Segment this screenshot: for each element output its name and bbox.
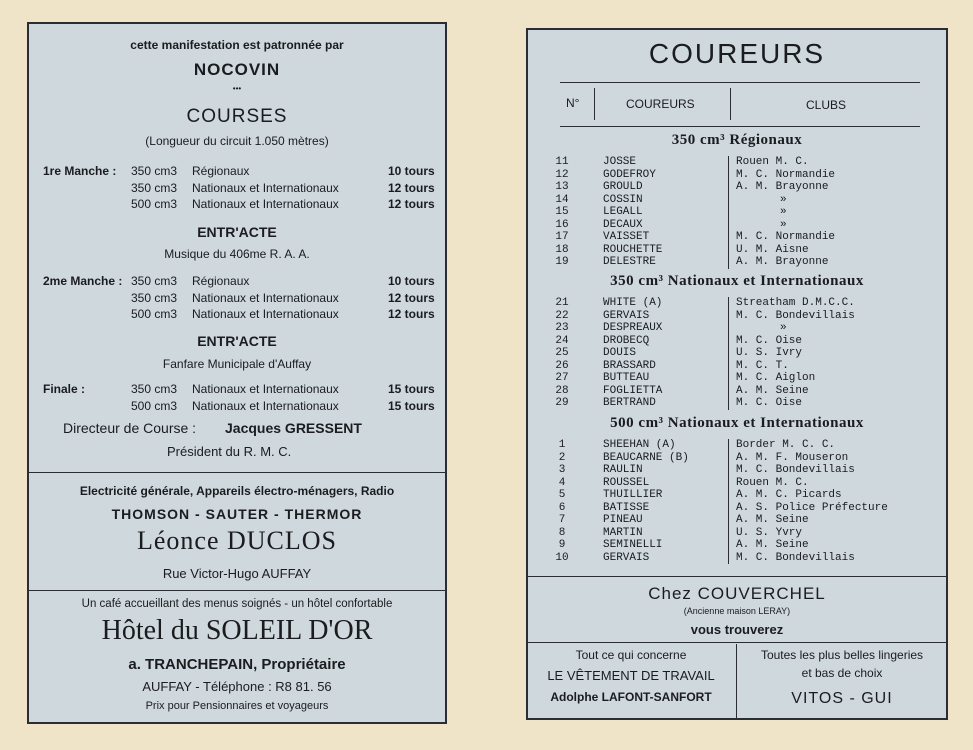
race-category: Nationaux et Internationaux	[192, 398, 339, 413]
rider-club: Streatham D.M.C.C.	[736, 297, 855, 309]
rider-club: »	[780, 322, 787, 334]
rider-number: 16	[555, 218, 569, 231]
rider-row	[528, 347, 946, 359]
divider	[29, 472, 445, 473]
rider-name: SHEEHAN (A)	[603, 439, 676, 451]
rider-number: 24	[555, 334, 569, 347]
rider-row	[528, 439, 946, 451]
directeur-name: Jacques GRESSENT	[225, 420, 362, 436]
rider-club: »	[780, 206, 787, 218]
rider-row	[528, 256, 946, 268]
rider-name: BRASSARD	[603, 359, 656, 372]
musique-line: Musique du 406me R. A. A.	[164, 247, 310, 261]
race-row	[29, 382, 445, 398]
dots-ornament: •••	[232, 84, 242, 93]
rider-number: 2	[558, 451, 566, 464]
shop-former: (Ancienne maison LERAY)	[683, 606, 791, 616]
rider-row	[528, 206, 946, 218]
race-tours: 15 tours	[388, 398, 435, 413]
rider-name: VAISSET	[603, 231, 650, 243]
rider-number: 23	[555, 322, 569, 334]
section-title: 350 cm³ Régionaux	[671, 132, 803, 148]
rider-club: A. M. Seine	[736, 384, 809, 397]
rider-row	[528, 169, 946, 181]
rider-row	[528, 514, 946, 526]
rider-name: ROUSSEL	[603, 476, 650, 489]
circuit-length: (Longueur du circuit 1.050 mètres)	[145, 134, 329, 148]
rider-club: M. C. T.	[736, 359, 789, 372]
rider-row	[528, 397, 946, 409]
race-cc: 350 cm3	[131, 180, 178, 195]
rider-row	[528, 219, 946, 231]
rider-name: THUILLIER	[603, 489, 663, 501]
rider-row	[528, 156, 946, 168]
race-category: Nationaux et Internationaux	[192, 180, 339, 195]
rider-name: SEMINELLI	[603, 539, 663, 551]
rider-number: 11	[555, 156, 569, 168]
rider-club: Border M. C. C.	[736, 439, 836, 451]
rider-number: 19	[555, 256, 569, 268]
rider-number: 29	[555, 397, 569, 409]
rider-club: A. M. Brayonne	[736, 256, 829, 268]
rider-name: LEGALL	[603, 206, 643, 218]
ad-right-line1: Toutes les plus belles lingeries	[760, 648, 924, 662]
right-page	[526, 28, 948, 720]
rider-row	[528, 244, 946, 256]
rider-row	[528, 372, 946, 384]
ad1-address: Rue Victor-Hugo AUFFAY	[162, 566, 312, 581]
rider-club: A. M. Seine	[736, 539, 809, 551]
rider-row	[528, 464, 946, 476]
rider-club: A. S. Police Préfecture	[736, 501, 888, 514]
rider-name: DROBECQ	[603, 334, 650, 347]
rider-name: GROULD	[603, 181, 643, 193]
rider-row	[528, 297, 946, 309]
race-tours: 10 tours	[388, 164, 435, 178]
rider-number: 26	[555, 359, 569, 372]
rider-name: BEAUCARNE (B)	[603, 451, 689, 464]
rider-name: BATISSE	[603, 501, 650, 514]
rider-club: M. C. Bondevillais	[736, 464, 855, 476]
rider-club: U. S. Yvry	[736, 526, 803, 539]
rider-club: M. C. Aiglon	[736, 372, 816, 384]
rider-number: 5	[558, 489, 566, 501]
rider-name: FOGLIETTA	[603, 384, 663, 397]
rider-club: M. C. Bondevillais	[736, 551, 855, 564]
rider-row	[528, 527, 946, 539]
rider-row	[528, 477, 946, 489]
race-category: Nationaux et Internationaux	[192, 197, 339, 211]
rider-row	[528, 360, 946, 372]
rider-row	[528, 385, 946, 397]
section-title: 500 cm³ Nationaux et Internationaux	[610, 415, 864, 431]
race-label: Finale :	[43, 382, 86, 396]
rider-club: A. M. Brayonne	[736, 181, 829, 193]
ad2-phone: AUFFAY - Téléphone : R8 81. 56	[142, 679, 332, 694]
rider-number: 28	[555, 384, 569, 397]
rider-number: 18	[555, 243, 569, 256]
race-category: Nationaux et Internationaux	[192, 290, 339, 305]
rider-number: 6	[558, 501, 566, 514]
header-clubs: CLUBS	[806, 98, 847, 112]
courses-title: COURSES	[186, 106, 288, 127]
rider-number: 17	[555, 231, 569, 243]
race-cc: 350 cm3	[131, 382, 178, 396]
race-label: 1re Manche :	[43, 164, 117, 178]
rider-number: 15	[555, 206, 569, 218]
ad2-owner: a. TRANCHEPAIN, Propriétaire	[128, 656, 346, 673]
rider-number: 13	[555, 181, 569, 193]
rider-number: 25	[555, 347, 569, 359]
race-tours: 12 tours	[388, 197, 435, 211]
rider-number: 8	[558, 526, 566, 539]
race-tours: 10 tours	[388, 274, 435, 288]
race-tours: 12 tours	[388, 307, 435, 321]
left-page	[27, 22, 447, 724]
race-cc: 500 cm3	[131, 398, 178, 413]
rider-row	[528, 181, 946, 193]
rider-row	[528, 322, 946, 334]
rider-row	[528, 310, 946, 322]
ad-right-line2: et bas de choix	[801, 666, 883, 680]
entracte1: ENTR'ACTE	[197, 224, 277, 240]
rider-row	[528, 452, 946, 464]
directeur-label: Directeur de Course :	[63, 420, 197, 436]
president-line: Président du R. M. C.	[167, 444, 292, 459]
rider-number: 9	[558, 539, 566, 551]
rider-row	[528, 552, 946, 564]
header-separator	[730, 88, 731, 120]
rider-club: Rouen M. C.	[736, 156, 809, 168]
header-coureurs: COUREURS	[626, 97, 695, 111]
ad1-line1: Electricité générale, Appareils électro-ménagers, Radio	[79, 484, 395, 498]
race-tours: 15 tours	[388, 382, 435, 396]
rider-club: A. M. C. Picards	[736, 489, 842, 501]
rider-name: DECAUX	[603, 218, 643, 231]
race-row	[29, 181, 445, 197]
ad-left-line2: LE VÊTEMENT DE TRAVAIL	[547, 668, 715, 683]
rider-club: U. M. Aisne	[736, 243, 809, 256]
ad1-brands: THOMSON - SAUTER - THERMOR	[111, 506, 363, 522]
rider-club: A. M. F. Mouseron	[736, 451, 849, 464]
rider-club: Rouen M. C.	[736, 476, 809, 489]
race-row	[29, 197, 445, 213]
header-no: N°	[566, 96, 580, 110]
rider-club: M. C. Normandie	[736, 231, 836, 243]
rider-name: BERTRAND	[603, 397, 656, 409]
rider-club: M. C. Oise	[736, 334, 803, 347]
rider-club: A. M. Seine	[736, 514, 809, 526]
ad-left-line1: Tout ce qui concerne	[575, 648, 687, 662]
race-tours: 12 tours	[388, 180, 435, 195]
race-category: Régionaux	[192, 164, 250, 178]
rider-number: 3	[558, 464, 566, 476]
rider-number: 27	[555, 372, 569, 384]
rider-name: PINEAU	[603, 514, 643, 526]
rider-number: 4	[558, 476, 566, 489]
divider	[560, 82, 920, 83]
rider-number: 22	[555, 309, 569, 322]
fanfare-line: Fanfare Municipale d'Auffay	[162, 357, 312, 371]
race-tours: 12 tours	[388, 290, 435, 305]
shop-name: Chez COUVERCHEL	[648, 584, 826, 603]
race-cc: 500 cm3	[131, 197, 178, 211]
rider-name: BUTTEAU	[603, 372, 650, 384]
divider	[560, 126, 920, 127]
rider-club: M. C. Oise	[736, 397, 803, 409]
rider-name: DESPREAUX	[603, 322, 663, 334]
rider-number: 1	[558, 439, 566, 451]
rider-row	[528, 502, 946, 514]
rider-number: 12	[555, 168, 569, 181]
rider-name: GODEFROY	[603, 168, 656, 181]
rider-row	[528, 335, 946, 347]
vous-trouverez: vous trouverez	[690, 622, 784, 637]
race-category: Nationaux et Internationaux	[192, 307, 339, 321]
race-row	[29, 274, 445, 290]
rider-name: WHITE (A)	[603, 297, 663, 309]
divider	[528, 576, 946, 577]
rider-club: U. S. Ivry	[736, 347, 803, 359]
ad2-hotel: Hôtel du SOLEIL D'OR	[101, 615, 373, 646]
ad1-name: Léonce DUCLOS	[136, 526, 337, 555]
rider-number: 10	[555, 551, 569, 564]
coureurs-title: COUREURS	[648, 38, 826, 69]
rider-row	[528, 231, 946, 243]
ad-right-line3: VITOS - GUI	[791, 690, 893, 707]
rider-name: RAULIN	[603, 464, 643, 476]
race-label: 2me Manche :	[43, 274, 123, 288]
rider-name: ROUCHETTE	[603, 243, 663, 256]
race-cc: 350 cm3	[131, 290, 178, 305]
rider-row	[528, 539, 946, 551]
race-row	[29, 307, 445, 323]
rider-name: DELESTRE	[603, 256, 656, 268]
rider-club: »	[780, 218, 787, 231]
race-row	[29, 291, 445, 307]
rider-club: M. C. Normandie	[736, 168, 836, 181]
race-category: Nationaux et Internationaux	[192, 382, 339, 396]
patron-line: cette manifestation est patronnée par	[130, 38, 344, 52]
rider-name: GERVAIS	[603, 551, 650, 564]
rider-name: GERVAIS	[603, 309, 650, 322]
sponsor-name: NOCOVIN	[193, 60, 281, 79]
rider-club: »	[780, 193, 787, 206]
header-separator	[594, 88, 595, 120]
race-row	[29, 399, 445, 415]
rider-name: MARTIN	[603, 526, 643, 539]
rider-name: JOSSE	[603, 156, 637, 168]
rider-club: M. C. Bondevillais	[736, 309, 855, 322]
rider-number: 21	[555, 297, 569, 309]
entracte2: ENTR'ACTE	[197, 333, 277, 349]
race-cc: 350 cm3	[131, 164, 178, 178]
section-title: 350 cm³ Nationaux et Internationaux	[610, 273, 864, 289]
race-row	[29, 164, 445, 180]
rider-row	[528, 194, 946, 206]
rider-row	[528, 489, 946, 501]
race-category: Régionaux	[192, 274, 250, 288]
rider-name: DOUIS	[603, 347, 637, 359]
ad-left-line3: Adolphe LAFONT-SANFORT	[550, 690, 712, 704]
rider-number: 7	[558, 514, 566, 526]
ad2-prix: Prix pour Pensionnaires et voyageurs	[145, 700, 329, 712]
rider-name: COSSIN	[603, 193, 643, 206]
ad2-line1: Un café accueillant des menus soignés - un hôtel confortable	[81, 598, 393, 610]
divider	[29, 590, 445, 591]
race-cc: 500 cm3	[131, 307, 178, 321]
rider-number: 14	[555, 193, 569, 206]
ad-separator	[736, 644, 737, 718]
divider	[528, 642, 946, 643]
race-cc: 350 cm3	[131, 274, 178, 288]
